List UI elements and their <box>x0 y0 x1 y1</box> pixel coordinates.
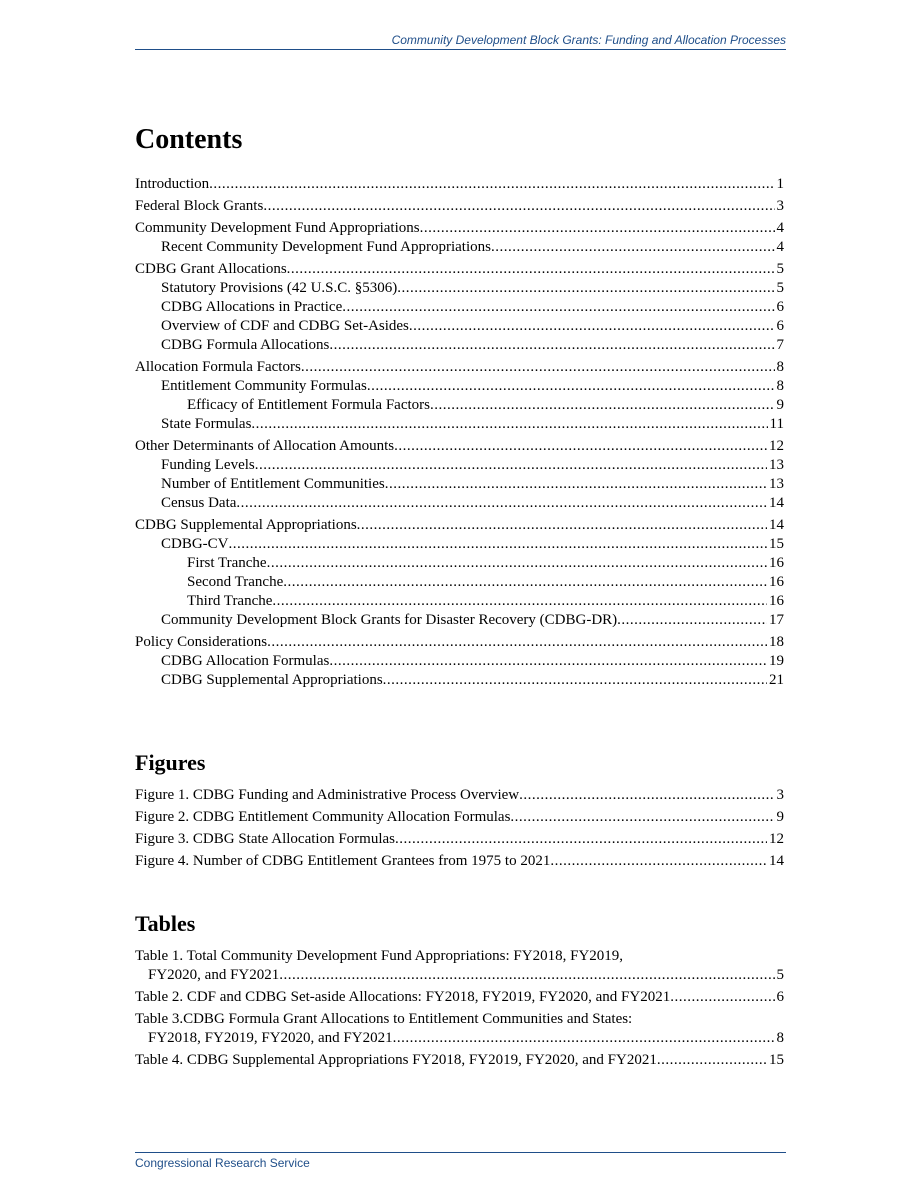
toc-subsubentry[interactable] <box>135 554 784 573</box>
figure-entry-label: Figure 4. Number of CDBG Entitlement Grantees from 1975 to 2021 <box>135 853 551 869</box>
toc-subentry[interactable] <box>135 336 784 355</box>
toc-entry-page: 19 <box>769 653 784 669</box>
dot-leader <box>267 633 767 652</box>
toc-entry-label: Other Determinants of Allocation Amounts <box>135 438 395 454</box>
table-entry-label: Table 3.CDBG Formula Grant Allocations to Entitlement Communities and States: <box>135 1011 633 1027</box>
table-entry[interactable] <box>135 1051 784 1070</box>
toc-subsubentry[interactable] <box>135 573 784 592</box>
table-entry[interactable] <box>135 988 784 1007</box>
toc-entry-label: Introduction <box>135 176 210 192</box>
toc-entry-label: Number of Entitlement Communities <box>161 476 385 492</box>
dot-leader <box>385 475 767 494</box>
toc-entry[interactable] <box>135 516 784 535</box>
table-entry-page: 6 <box>776 989 784 1005</box>
table-entry-page: 5 <box>776 967 784 983</box>
toc-entry-label: Federal Block Grants <box>135 198 264 214</box>
dot-leader <box>383 671 767 690</box>
tables-heading: Tables <box>135 911 196 936</box>
dot-leader <box>519 786 774 805</box>
figure-entry-label: Figure 3. CDBG State Allocation Formulas <box>135 831 395 847</box>
toc-entry[interactable] <box>135 358 784 377</box>
table-entry-label: Table 4. CDBG Supplemental Appropriations FY2018, FY2019, FY2020, and FY2021 <box>135 1052 657 1068</box>
toc-subentry[interactable] <box>135 494 784 513</box>
toc-subentry[interactable] <box>135 475 784 494</box>
toc-entry-page: 6 <box>776 299 784 315</box>
toc-entry-page: 4 <box>776 220 784 236</box>
toc-entry-page: 7 <box>776 337 784 353</box>
dot-leader <box>263 197 774 216</box>
contents-list <box>135 172 784 690</box>
running-header: Community Development Block Grants: Funding and Allocation Processes <box>135 33 786 50</box>
toc-subentry[interactable] <box>135 611 784 630</box>
toc-entry-label: Recent Community Development Fund Appropriations <box>161 239 491 255</box>
toc-entry-page: 1 <box>776 176 784 192</box>
dot-leader <box>367 377 775 396</box>
toc-entry-label: CDBG Allocations in Practice <box>161 299 343 315</box>
toc-entry-page: 16 <box>769 555 784 571</box>
figure-entry[interactable] <box>135 786 784 805</box>
dot-leader <box>393 1029 775 1048</box>
figures-heading: Figures <box>135 750 206 775</box>
toc-entry-label: CDBG Supplemental Appropriations <box>161 672 383 688</box>
dot-leader <box>397 279 774 298</box>
toc-entry-page: 18 <box>769 634 784 650</box>
toc-entry-page: 5 <box>776 280 784 296</box>
figure-entry[interactable] <box>135 852 784 871</box>
toc-entry-label: Overview of CDF and CDBG Set-Asides <box>161 318 409 334</box>
toc-subentry[interactable] <box>135 317 784 336</box>
toc-entry-page: 11 <box>769 416 784 432</box>
toc-entry-label: Second Tranche <box>187 574 284 590</box>
toc-entry-label: Community Development Fund Appropriations <box>135 220 420 236</box>
toc-entry-page: 9 <box>776 397 784 413</box>
toc-entry-page: 14 <box>769 517 784 533</box>
toc-entry-label: CDBG-CV <box>161 536 229 552</box>
toc-entry[interactable] <box>135 437 784 456</box>
toc-entry[interactable] <box>135 260 784 279</box>
toc-subsubentry[interactable] <box>135 592 784 611</box>
table-entry[interactable] <box>135 947 784 985</box>
toc-entry-page: 4 <box>776 239 784 255</box>
dot-leader <box>342 298 774 317</box>
figure-entry-label: Figure 1. CDBG Funding and Administrative Process Overview <box>135 787 520 803</box>
dot-leader <box>357 516 767 535</box>
dot-leader <box>236 494 767 513</box>
toc-entry-label: Efficacy of Entitlement Formula Factors <box>187 397 430 413</box>
toc-subentry[interactable] <box>135 279 784 298</box>
toc-subentry[interactable] <box>135 535 784 554</box>
toc-entry-page: 6 <box>776 318 784 334</box>
dot-leader <box>287 260 775 279</box>
dot-leader <box>491 238 775 257</box>
figure-entry-label: Figure 2. CDBG Entitlement Community Allocation Formulas <box>135 809 511 825</box>
toc-entry[interactable] <box>135 633 784 652</box>
table-entry-label: Table 1. Total Community Development Fund Appropriations: FY2018, FY2019, <box>135 948 624 964</box>
toc-subentry[interactable] <box>135 652 784 671</box>
toc-entry-label: CDBG Formula Allocations <box>161 337 330 353</box>
toc-subentry[interactable] <box>135 671 784 690</box>
toc-entry-label: CDBG Grant Allocations <box>135 261 287 277</box>
dot-leader <box>409 317 775 336</box>
table-entry-label-continued: FY2020, and FY2021 <box>148 967 280 983</box>
toc-entry-label: CDBG Allocation Formulas <box>161 653 330 669</box>
toc-entry-label: CDBG Supplemental Appropriations <box>135 517 357 533</box>
table-entry-label: Table 2. CDF and CDBG Set-aside Allocations: FY2018, FY2019, FY2020, and FY2021 <box>135 989 671 1005</box>
contents-title: Contents <box>135 124 243 155</box>
dot-leader <box>550 852 767 871</box>
dot-leader <box>329 652 767 671</box>
toc-subsubentry[interactable] <box>135 396 784 415</box>
toc-subentry[interactable] <box>135 298 784 317</box>
dot-leader <box>267 554 767 573</box>
toc-entry-page: 8 <box>776 378 784 394</box>
dot-leader <box>329 336 774 355</box>
toc-entry-page: 14 <box>769 495 784 511</box>
figures-list <box>135 783 784 871</box>
toc-entry-page: 3 <box>776 198 784 214</box>
figure-entry-page: 14 <box>769 853 784 869</box>
toc-entry-label: Allocation Formula Factors <box>135 359 301 375</box>
figure-entry-page: 9 <box>776 809 784 825</box>
figure-entry[interactable] <box>135 830 784 849</box>
toc-entry-page: 13 <box>769 457 784 473</box>
toc-entry-label: First Tranche <box>187 555 267 571</box>
table-entry-page: 15 <box>769 1052 784 1068</box>
toc-entry-label: Community Development Block Grants for Disaster Recovery (CDBG-DR) <box>161 612 618 628</box>
toc-entry-label: Funding Levels <box>161 457 255 473</box>
toc-entry[interactable] <box>135 175 784 194</box>
toc-entry-label: Third Tranche <box>187 593 273 609</box>
dot-leader <box>229 535 767 554</box>
table-entry-label-continued: FY2018, FY2019, FY2020, and FY2021 <box>148 1030 393 1046</box>
dot-leader <box>301 358 775 377</box>
figure-entry-page: 12 <box>769 831 784 847</box>
toc-entry-label: Statutory Provisions (42 U.S.C. §5306) <box>161 280 398 296</box>
dot-leader <box>255 456 767 475</box>
figure-entry-page: 3 <box>776 787 784 803</box>
toc-entry[interactable] <box>135 197 784 216</box>
toc-entry-page: 13 <box>769 476 784 492</box>
toc-entry-label: State Formulas <box>161 416 252 432</box>
toc-entry-page: 8 <box>776 359 784 375</box>
dot-leader <box>394 437 767 456</box>
toc-entry-page: 15 <box>769 536 784 552</box>
page-footer: Congressional Research Service <box>135 1152 786 1170</box>
toc-subentry[interactable] <box>135 456 784 475</box>
dot-leader <box>510 808 774 827</box>
dot-leader <box>430 396 775 415</box>
toc-entry-page: 21 <box>769 672 784 688</box>
toc-subentry[interactable] <box>135 238 784 257</box>
table-entry[interactable] <box>135 1010 784 1048</box>
toc-entry-page: 16 <box>769 574 784 590</box>
tables-list <box>135 944 784 1070</box>
toc-entry-page: 12 <box>769 438 784 454</box>
toc-entry-label: Entitlement Community Formulas <box>161 378 367 394</box>
toc-subentry[interactable] <box>135 415 784 434</box>
dot-leader <box>420 219 775 238</box>
toc-entry-page: 17 <box>769 612 784 628</box>
toc-entry[interactable] <box>135 219 784 238</box>
toc-entry-label: Census Data <box>161 495 237 511</box>
toc-entry-page: 16 <box>769 593 784 609</box>
figure-entry[interactable] <box>135 808 784 827</box>
toc-subentry[interactable] <box>135 377 784 396</box>
dot-leader <box>272 592 767 611</box>
dot-leader <box>670 988 774 1007</box>
dot-leader <box>251 415 767 434</box>
toc-entry-label: Policy Considerations <box>135 634 268 650</box>
toc-entry-page: 5 <box>776 261 784 277</box>
dot-leader <box>209 175 774 194</box>
dot-leader <box>395 830 767 849</box>
dot-leader <box>657 1051 767 1070</box>
dot-leader <box>617 611 767 630</box>
table-entry-page: 8 <box>776 1030 784 1046</box>
dot-leader <box>283 573 767 592</box>
dot-leader <box>279 966 774 985</box>
